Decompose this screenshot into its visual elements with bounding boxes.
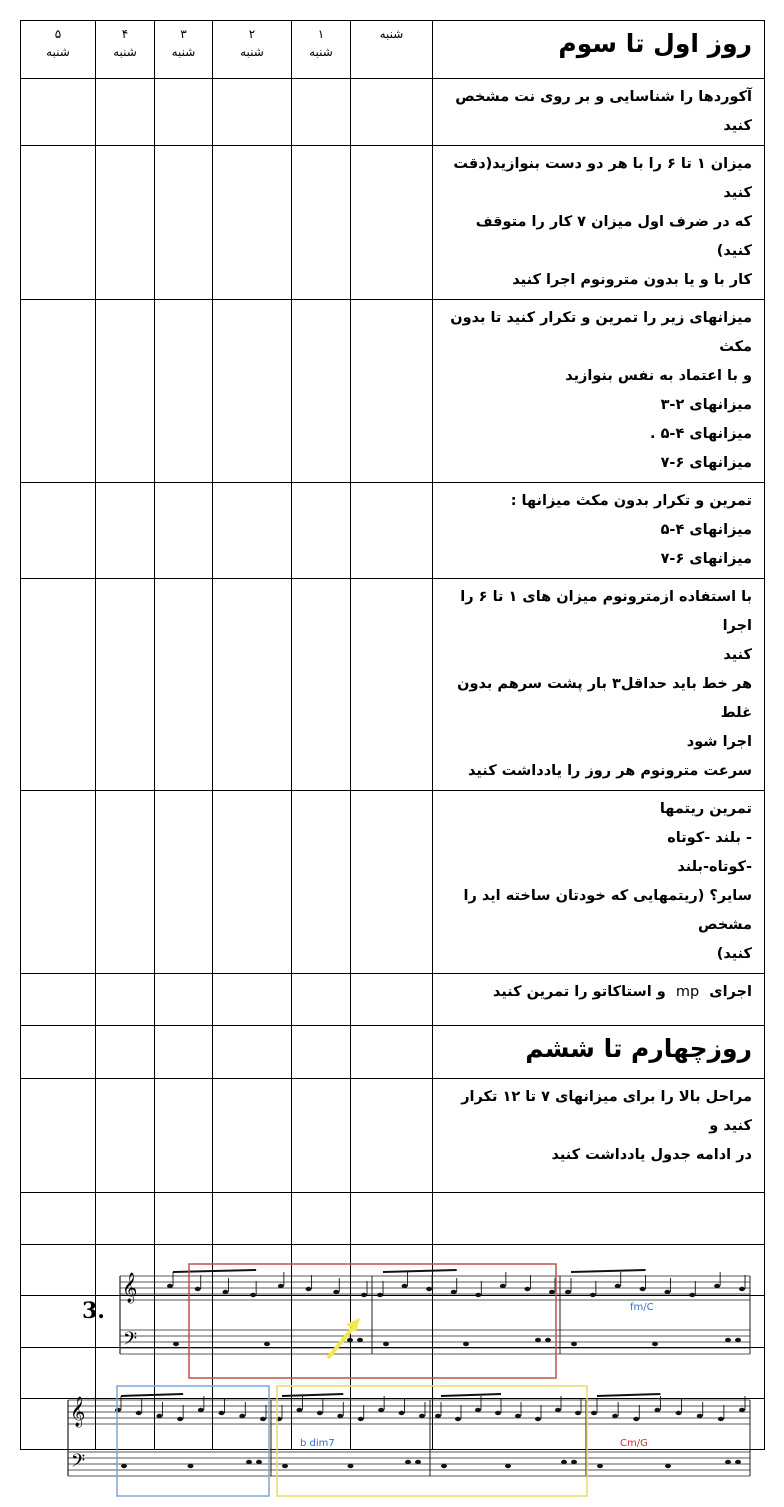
note-beam (571, 1270, 646, 1272)
note-head-icon (697, 1414, 703, 1418)
note-head-icon (739, 1287, 745, 1291)
bass-note-icon (571, 1342, 577, 1346)
note-head-icon (278, 1284, 284, 1288)
task-row-3 (21, 300, 765, 483)
section-row-2 (21, 1026, 765, 1079)
note-head-icon (640, 1287, 646, 1291)
day-header-4: ۴ شنبه (96, 21, 155, 79)
note-head-icon (361, 1293, 367, 1297)
bass-note-icon (347, 1338, 353, 1342)
bass-note-icon (121, 1464, 127, 1468)
note-head-icon (535, 1417, 541, 1421)
note-head-icon (426, 1287, 432, 1291)
piece-number: 3. (82, 1298, 105, 1324)
bass-note-icon (188, 1464, 194, 1468)
bass-note-icon (665, 1464, 671, 1468)
bass-note-icon (348, 1464, 354, 1468)
dynamic-mp: mp (675, 984, 700, 1000)
treble-clef-icon: 𝄞 (122, 1273, 138, 1303)
note-head-icon (676, 1411, 682, 1415)
note-head-icon (515, 1414, 521, 1418)
task-rhythms: تمرین ریتمها - بلند -کوتاه -کوتاه-بلند سایر؟ (ریتمهایی که خودتان ساخته اید را مشخص کنید) (433, 791, 765, 974)
bass-note-icon (383, 1342, 389, 1346)
bass-note-icon (264, 1342, 270, 1346)
day-header-1: ۱ شنبه (292, 21, 351, 79)
note-head-icon (195, 1287, 201, 1291)
note-beam (383, 1270, 457, 1272)
music-score (60, 1262, 764, 1502)
note-head-icon (198, 1408, 204, 1412)
note-head-icon (475, 1408, 481, 1412)
bass-note-icon (561, 1460, 567, 1464)
task-mp-staccato: اجرای mp و استاکاتو را تمرین کنید (433, 974, 765, 1026)
day-header-2: ۲ شنبه (213, 21, 292, 79)
bass-note-icon (535, 1338, 541, 1342)
bass-note-icon (256, 1460, 262, 1464)
note-beam (282, 1394, 343, 1396)
note-head-icon (739, 1408, 745, 1412)
note-head-icon (177, 1417, 183, 1421)
note-head-icon (612, 1414, 618, 1418)
note-head-icon (167, 1284, 173, 1288)
note-head-icon (378, 1408, 384, 1412)
highlight-box-blue (117, 1386, 269, 1496)
note-head-icon (549, 1290, 555, 1294)
note-head-icon (250, 1293, 256, 1297)
note-head-icon (306, 1287, 312, 1291)
note-beam (173, 1270, 256, 1272)
note-head-icon (524, 1287, 530, 1291)
note-head-icon (358, 1417, 364, 1421)
bass-note-icon (282, 1464, 288, 1468)
note-head-icon (654, 1408, 660, 1412)
task-row-6 (21, 791, 765, 974)
note-beam (121, 1394, 183, 1396)
section-heading-days-1-3: روز اول تا سوم (433, 21, 765, 79)
bass-note-icon (735, 1460, 741, 1464)
task-row-7 (21, 974, 765, 1026)
bass-note-icon (173, 1342, 179, 1346)
note-head-icon (718, 1417, 724, 1421)
note-head-icon (495, 1411, 501, 1415)
note-head-icon (451, 1290, 457, 1294)
task-measures-1-6: میزان ۱ تا ۶ را با هر دو دست بنوازید(دقت کنید که در ضرف اول میزان ۷ کار را متوقف کنید) کار با و یا بدون مترونوم اجرا کنید (433, 146, 765, 300)
bass-clef-icon: 𝄢 (71, 1451, 86, 1476)
bass-note-icon (505, 1464, 511, 1468)
task-row-5 (21, 579, 765, 791)
task-row-4 (21, 483, 765, 579)
note-head-icon (591, 1411, 597, 1415)
note-head-icon (333, 1290, 339, 1294)
note-head-icon (500, 1284, 506, 1288)
note-head-icon (219, 1411, 225, 1415)
note-head-icon (435, 1414, 441, 1418)
note-head-icon (419, 1414, 425, 1418)
bass-note-icon (246, 1460, 252, 1464)
task-measures-7-12: مراحل بالا را برای میزانهای ۷ تا ۱۲ تکرار کنید و در ادامه جدول یادداشت کنید (433, 1079, 765, 1193)
section-heading-days-4-6: روزچهارم تا ششم (433, 1026, 765, 1079)
note-head-icon (239, 1414, 245, 1418)
task-measure-pairs: میزانهای زیر را تمرین و تکرار کنید تا بدون مکث و با اعتماد به نفس بنوازید میزانهای ۲-۳ میزانهای ۴-۵ . میزانهای ۶-۷ (433, 300, 765, 483)
bass-note-icon (652, 1342, 658, 1346)
practice-table (20, 20, 765, 1450)
practice-table-wrapper (20, 20, 765, 1450)
bass-note-icon (357, 1338, 363, 1342)
bass-clef-icon: 𝄢 (123, 1329, 138, 1354)
day-header-3: ۳ شنبه (155, 21, 213, 79)
bass-note-icon (415, 1460, 421, 1464)
task-row-1 (21, 79, 765, 146)
bass-note-icon (545, 1338, 551, 1342)
note-head-icon (555, 1408, 561, 1412)
note-head-icon (317, 1411, 323, 1415)
note-head-icon (402, 1284, 408, 1288)
note-head-icon (475, 1293, 481, 1297)
bass-note-icon (405, 1460, 411, 1464)
note-head-icon (615, 1284, 621, 1288)
note-head-icon (136, 1411, 142, 1415)
bass-note-icon (597, 1464, 603, 1468)
note-head-icon (115, 1408, 121, 1412)
note-beam (597, 1394, 660, 1396)
note-head-icon (399, 1411, 405, 1415)
note-head-icon (455, 1417, 461, 1421)
note-head-icon (156, 1414, 162, 1418)
score-system-2 (68, 1394, 750, 1476)
header-row (21, 21, 765, 79)
chord-label-cm-g: Cm/G (620, 1438, 648, 1449)
task-metronome: با استفاده ازمترونوم میزان های ۱ تا ۶ را اجرا کنید هر خط باید حداقل۳ بار پشت سرهم بدون غلط اجرا شود سرعت مترونوم هر روز را یادداشت کنید (433, 579, 765, 791)
note-beam (441, 1394, 501, 1396)
bass-note-icon (735, 1338, 741, 1342)
note-head-icon (689, 1293, 695, 1297)
bass-note-icon (725, 1338, 731, 1342)
note-head-icon (664, 1290, 670, 1294)
chord-label-b-dim7: b dim7 (300, 1438, 335, 1449)
task-row-8 (21, 1079, 765, 1193)
note-head-icon (296, 1408, 302, 1412)
bass-note-icon (463, 1342, 469, 1346)
chord-label-fm-c: fm/C (630, 1302, 654, 1313)
note-head-icon (377, 1293, 383, 1297)
task-row-2 (21, 146, 765, 300)
bass-note-icon (725, 1460, 731, 1464)
note-head-icon (575, 1411, 581, 1415)
bass-note-icon (441, 1464, 447, 1468)
bass-note-icon (571, 1460, 577, 1464)
day-header-0: شنبه (351, 21, 433, 79)
note-head-icon (633, 1417, 639, 1421)
task-repeat-no-pause: تمرین و تکرار بدون مکث میزانها : میزانهای ۴-۵ میزانهای ۶-۷ (433, 483, 765, 579)
score-system-1 (120, 1270, 750, 1354)
note-head-icon (590, 1293, 596, 1297)
note-head-icon (222, 1290, 228, 1294)
note-head-icon (565, 1290, 571, 1294)
day-header-5: ۵ شنبه (21, 21, 96, 79)
treble-clef-icon: 𝄞 (70, 1397, 86, 1427)
note-head-icon (260, 1417, 266, 1421)
empty-row (21, 1193, 765, 1245)
note-head-icon (337, 1414, 343, 1418)
task-chords: آکوردها را شناسایی و بر روی نت مشخص کنید (433, 79, 765, 146)
note-head-icon (714, 1284, 720, 1288)
